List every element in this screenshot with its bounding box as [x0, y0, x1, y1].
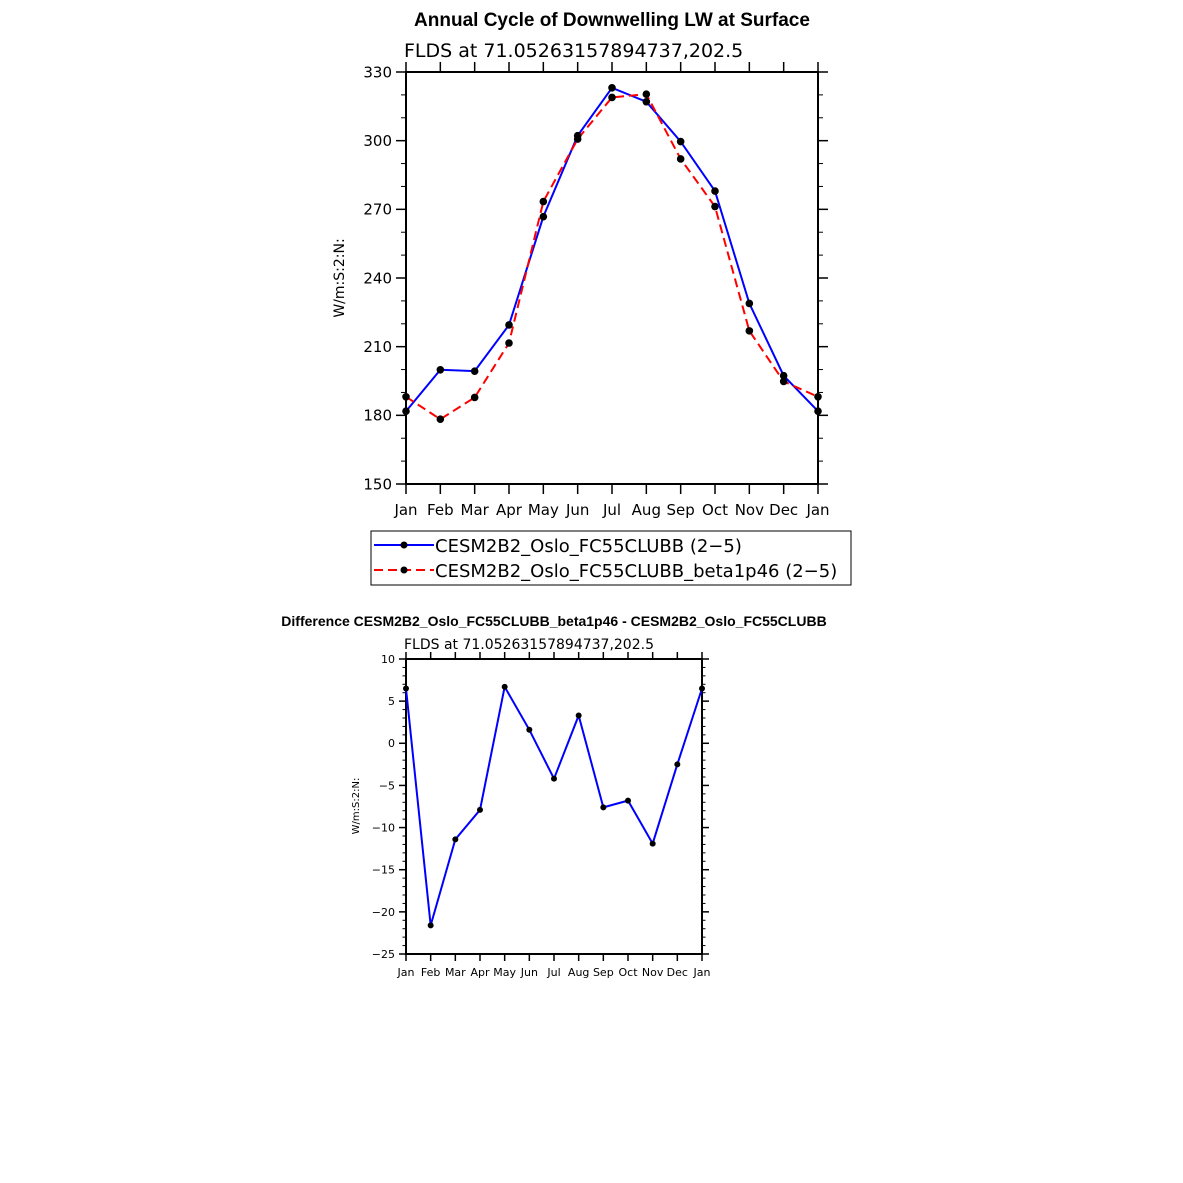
chart1-series-2-point [711, 203, 719, 211]
chart1-legend [371, 531, 851, 585]
chart1-series-1-point [746, 300, 754, 308]
chart2-x-tick-label: Nov [641, 966, 664, 979]
chart1-series-1-point [540, 213, 548, 221]
chart1-y-tick-label: 210 [363, 338, 392, 357]
legend-marker-series-2 [401, 567, 408, 574]
chart2-y-tick-label: −20 [371, 905, 395, 919]
chart1-series-1-point [402, 407, 410, 415]
chart2-series-1-point [600, 804, 606, 810]
chart1-series-1-point [471, 367, 479, 375]
chart1-x-tick-label: Mar [460, 501, 489, 519]
chart1-series-1-line [406, 88, 818, 411]
chart2-x-tick-label: Aug [567, 966, 590, 979]
chart1-y-tick-label: 240 [363, 269, 392, 288]
chart2-series-1-point [674, 761, 680, 767]
chart2-x-tick-label: Mar [444, 966, 466, 979]
chart2-series-1-point [526, 727, 532, 733]
legend-marker-series-1 [401, 542, 408, 549]
legend-label-series-2: CESM2B2_Oslo_FC55CLUBB_beta1p46 (2−5) [435, 561, 838, 582]
chart2-x-tick-label: Feb [420, 966, 441, 979]
chart2-plot-frame [406, 659, 702, 954]
chart2-series-1-point [502, 684, 508, 690]
chart2-series-1-point [477, 807, 483, 813]
chart2-series-1-line [406, 687, 702, 926]
chart1-series-2-point [814, 393, 822, 401]
chart1-series-1-point [711, 187, 719, 195]
chart1-x-tick-label: Jan [806, 501, 830, 519]
difference-chart [281, 613, 826, 979]
chart1-series-2-point [574, 135, 582, 143]
chart2-series-1-point [403, 686, 409, 692]
chart1-plot-frame [406, 72, 818, 484]
chart1-x-tick-label: Jan [394, 501, 418, 519]
chart1-series-1-point [437, 366, 445, 374]
chart2-y-tick-label: −10 [371, 821, 395, 835]
chart1-series-2-point [677, 155, 685, 163]
chart2-series-1-point [699, 686, 705, 692]
chart1-series-2-point [471, 394, 479, 402]
chart1-x-tick-label: Sep [666, 501, 695, 519]
chart1-series-2-point [643, 90, 651, 98]
chart1-series-2-point [437, 415, 445, 423]
chart2-series-1-point [428, 922, 434, 928]
chart2-x-tick-label: Sep [592, 966, 614, 979]
chart1-series-1-point [643, 98, 651, 106]
chart2-x-tick-label: Jan [693, 966, 711, 979]
annual-cycle-chart [332, 10, 851, 585]
chart2-title: Difference CESM2B2_Oslo_FC55CLUBB_beta1p46 - CESM2B2_Oslo_FC55CLUBB [281, 613, 827, 629]
chart1-x-tick-label: Jul [602, 501, 622, 519]
chart1-y-tick-label: 300 [363, 132, 392, 151]
chart1-series-1-point [677, 138, 685, 146]
chart1-x-tick-label: Oct [702, 501, 728, 519]
chart2-ylabel: W/m:S:2:N: [351, 777, 362, 835]
chart1-x-tick-label: May [527, 501, 559, 519]
chart1-x-tick-label: Feb [427, 501, 454, 519]
chart1-series-2-point [780, 378, 788, 386]
chart1-y-tick-label: 180 [363, 406, 392, 425]
chart1-y-tick-label: 270 [363, 200, 392, 219]
chart1-series-lines [406, 88, 818, 419]
chart2-y-tick-label: 0 [388, 737, 395, 751]
chart2-series-lines [406, 687, 702, 926]
chart1-x-tick-label: Dec [769, 501, 799, 519]
chart1-x-tick-label: Aug [631, 501, 661, 519]
chart1-series-2-point [608, 94, 616, 102]
chart1-series-1-point [814, 407, 822, 415]
chart2-x-tick-label: Jun [520, 966, 538, 979]
chart1-series-2-point [746, 327, 754, 335]
chart2-y-tick-label: −25 [371, 947, 395, 961]
chart1-y-tick-label: 150 [363, 475, 392, 494]
chart1-series-1-point [505, 321, 513, 329]
chart1-series-2-point [540, 198, 548, 206]
chart1-data-points [402, 84, 822, 423]
chart2-data-points [403, 684, 705, 929]
chart1-x-tick-label: Nov [734, 501, 764, 519]
chart1-x-tick-label: Jun [565, 501, 590, 519]
chart1-series-2-point [505, 339, 513, 347]
chart1-subtitle: FLDS at 71.05263157894737,202.5 [404, 40, 744, 62]
chart1-series-2-point [402, 393, 410, 401]
chart2-subtitle: FLDS at 71.05263157894737,202.5 [404, 637, 654, 653]
chart2-x-tick-label: Dec [666, 966, 688, 979]
chart1-y-tick-label: 330 [363, 63, 392, 82]
chart2-y-tick-label: 10 [381, 652, 395, 666]
chart1-series-1-point [608, 84, 616, 92]
chart2-x-tick-label: May [493, 966, 517, 979]
chart2-x-tick-label: Jul [547, 966, 561, 979]
chart2-x-tick-label: Apr [470, 966, 490, 979]
chart2-series-1-point [576, 712, 582, 718]
chart1-x-tick-label: Apr [496, 501, 522, 519]
chart2-x-tick-label: Oct [618, 966, 638, 979]
chart2-x-tick-label: Jan [397, 966, 415, 979]
chart2-y-tick-label: −15 [371, 863, 395, 877]
chart2-series-1-point [625, 798, 631, 804]
legend-label-series-1: CESM2B2_Oslo_FC55CLUBB (2−5) [435, 536, 742, 557]
chart1-ylabel: W/m:S:2:N: [332, 238, 348, 318]
chart2-series-1-point [452, 836, 458, 842]
chart2-y-tick-label: −5 [378, 779, 395, 793]
chart2-series-1-point [551, 776, 557, 782]
chart2-y-tick-label: 5 [388, 695, 395, 709]
chart2-axes [372, 652, 711, 979]
chart1-axes [363, 62, 829, 519]
chart2-series-1-point [650, 841, 656, 847]
chart1-title: Annual Cycle of Downwelling LW at Surface [414, 10, 810, 31]
